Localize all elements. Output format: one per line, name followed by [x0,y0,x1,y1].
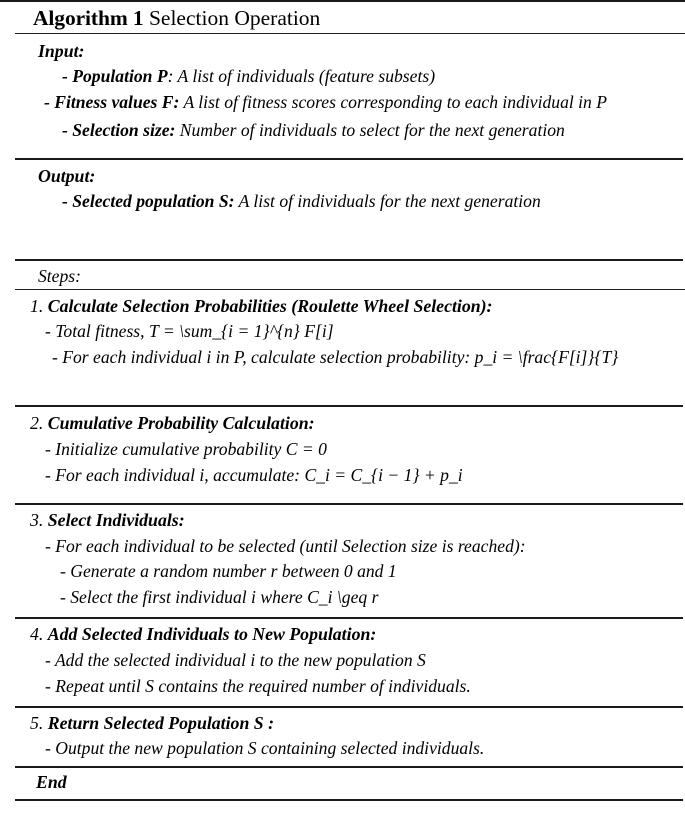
step-1-line-2: - For each individual i in P, calculate selection probability: p_i = \frac{F[i]}{T} [52,347,619,368]
step-1-title: Calculate Selection Probabilities (Roulette Wheel Selection): [47,295,493,316]
input-heading: Input: [38,41,85,62]
input-item-population [0,64,685,90]
output-item-selected-population-label: - Selected population S: [62,191,235,212]
step-3-heading [0,505,685,534]
step-4-heading [0,619,685,648]
step-3-line-2: - Generate a random number r between 0 and 1 [60,561,397,582]
input-item-fitness-label: - Fitness values F: [44,92,180,113]
spacer-output-steps [0,215,685,259]
spacer-input-output [0,144,685,158]
step-2-title: Cumulative Probability Calculation: [47,413,315,434]
step-2-heading [0,407,685,437]
step-4-title: Add Selected Individuals to New Population: [47,624,377,645]
output-item-selected-population [0,189,685,215]
algorithm-title-text: Selection Operation [148,6,321,30]
input-item-population-label: - Population P [62,66,168,87]
step-1-line-1: - Total fitness, T = \sum_{i = 1}^{n} F[i] [45,321,334,342]
input-item-fitness [8,90,674,116]
output-heading: Output: [38,165,96,186]
spacer-step2-step3 [0,489,685,503]
end-label: End [36,772,67,793]
step-5-heading [0,708,685,737]
output-item-selected-population-text: A list of individuals for the next generation [234,191,541,212]
step-3-title: Select Individuals: [47,509,185,530]
step-2-line-2: - For each individual i, accumulate: C_i = C_{i − 1} + p_i [45,464,463,485]
input-item-population-text: : A list of individuals (feature subsets) [167,66,436,87]
step-4-line-1: - Add the selected individual i to the new population S [45,649,426,670]
step-3-line-1: - For each individual to be selected (until Selection size is reached): [45,535,526,556]
step-5-number: 5. [30,712,44,733]
steps-heading: Steps: [38,266,81,287]
rule-bottom [15,799,683,801]
algorithm-title [0,2,685,33]
step-5-title: Return Selected Population S : [47,712,275,733]
step-1-heading [0,290,685,320]
step-5-line-1: - Output the new population S containing selected individuals. [45,738,485,759]
spacer-step1-step2 [0,371,685,405]
input-item-selection-size [0,116,685,144]
step-3-number: 3. [30,509,44,530]
input-item-selection-size-text: Number of individuals to select for the next generation [175,120,565,141]
input-item-selection-size-label: - Selection size: [62,120,176,141]
step-1-number: 1. [30,295,44,316]
step-2-line-1: - Initialize cumulative probability C = 0 [45,438,327,459]
input-item-fitness-text: A list of fitness scores corresponding to each individual in P [179,92,607,113]
algorithm-number-label: Algorithm 1 [33,6,144,30]
step-3-line-3: - Select the first individual i where C_i \geq r [60,587,379,608]
step-4-line-2: - Repeat until S contains the required number of individuals. [45,675,471,696]
step-4-number: 4. [30,624,44,645]
step-2-number: 2. [30,413,44,434]
